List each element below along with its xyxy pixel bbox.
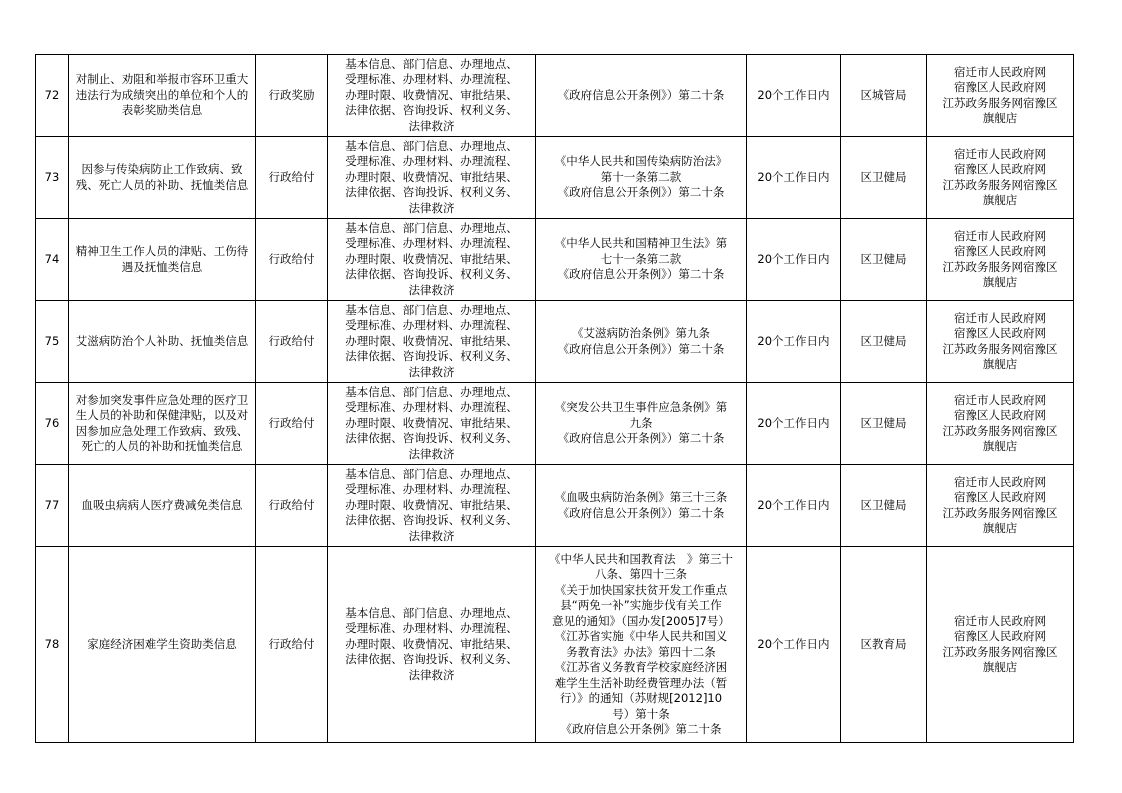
item-name: 因参与传染病防止工作致病、致残、死亡人员的补助、抚恤类信息 [69, 137, 256, 219]
channel-line: 宿豫区人民政府网 [954, 326, 1046, 340]
channel-line: 江苏政务服务网宿豫区 [942, 505, 1058, 520]
channel-line: 旗舰店 [982, 521, 1018, 535]
content-line: 基本信息、部门信息、办理地点、 [345, 605, 518, 620]
item-name: 对参加突发事件应急处理的医疗卫生人员的补助和保健津贴，以及对因参加应急处理工作致病、致残、死亡的人员的补助和抚恤类信息 [69, 383, 256, 465]
content-line: 法律救济 [408, 446, 455, 461]
basis-line: 第十一条第二款 [600, 169, 682, 184]
basis-line: 《江苏省实施《中华人民共和国义 [554, 629, 728, 643]
time-limit: 20个工作日内 [747, 137, 841, 219]
time-limit: 20个工作日内 [747, 547, 841, 743]
disclosure-content [328, 137, 536, 219]
channel-line: 江苏政务服务网宿豫区 [942, 341, 1058, 356]
channel-line: 宿迁市人民政府网 [954, 613, 1046, 628]
category: 行政给付 [256, 137, 328, 219]
row-number: 77 [36, 465, 69, 547]
channel-line: 宿豫区人民政府网 [954, 629, 1046, 643]
channel-line: 旗舰店 [982, 357, 1018, 371]
time-limit: 20个工作日内 [747, 219, 841, 301]
basis-line: 难学生生活补助经费管理办法（暂 [554, 675, 728, 690]
content-line: 法律救济 [408, 667, 455, 682]
row-number: 74 [36, 219, 69, 301]
basis-line: 八条、第四十三条 [595, 567, 687, 581]
item-name: 艾滋病防治个人补助、抚恤类信息 [69, 301, 256, 383]
content-line: 受理标准、办理材料、办理流程、 [345, 154, 518, 169]
content-line: 法律依据、咨询投诉、权利义务、 [345, 349, 518, 364]
item-name: 家庭经济困难学生资助类信息 [69, 547, 256, 743]
basis-line: 《血吸虫病防治条例》第三十三条 [554, 490, 728, 504]
row-number: 75 [36, 301, 69, 383]
channel-line: 宿豫区人民政府网 [954, 244, 1046, 258]
content-line: 办理时限、收费情况、审批结果、 [345, 333, 518, 348]
disclosure-content [328, 383, 536, 465]
category: 行政奖励 [256, 55, 328, 137]
channel [927, 383, 1074, 465]
channel-line: 旗舰店 [982, 275, 1018, 289]
table-row [36, 465, 1074, 547]
department: 区卫健局 [841, 383, 927, 465]
row-number: 73 [36, 137, 69, 219]
channel-line: 旗舰店 [982, 193, 1018, 207]
item-name: 血吸虫病病人医疗费减免类信息 [69, 465, 256, 547]
content-line: 办理时限、收费情况、审批结果、 [345, 497, 518, 512]
content-line: 办理时限、收费情况、审批结果、 [345, 169, 518, 184]
content-line: 法律依据、咨询投诉、权利义务、 [345, 431, 518, 446]
category: 行政给付 [256, 219, 328, 301]
basis-line: 《艾滋病防治条例》第九条 [572, 326, 710, 340]
table-row [36, 383, 1074, 465]
content-line: 受理标准、办理材料、办理流程、 [345, 621, 518, 636]
row-number: 78 [36, 547, 69, 743]
content-line: 受理标准、办理材料、办理流程、 [345, 236, 518, 251]
disclosure-content [328, 219, 536, 301]
channel [927, 547, 1074, 743]
department: 区卫健局 [841, 465, 927, 547]
content-line: 基本信息、部门信息、办理地点、 [345, 56, 518, 71]
department: 区教育局 [841, 547, 927, 743]
table-row [36, 219, 1074, 301]
channel [927, 137, 1074, 219]
channel-line: 江苏政务服务网宿豫区 [942, 259, 1058, 274]
legal-basis [536, 301, 747, 383]
content-line: 法律救济 [408, 282, 455, 297]
basis-line: 《江苏省义务教育学校家庭经济困 [554, 660, 728, 674]
time-limit: 20个工作日内 [747, 465, 841, 547]
channel-line: 旗舰店 [982, 111, 1018, 125]
basis-line: 九条 [629, 415, 653, 430]
channel-line: 江苏政务服务网宿豫区 [942, 177, 1058, 192]
content-line: 受理标准、办理材料、办理流程、 [345, 482, 518, 497]
disclosure-table [35, 54, 1074, 743]
content-line: 办理时限、收费情况、审批结果、 [345, 251, 518, 266]
time-limit: 20个工作日内 [747, 301, 841, 383]
legal-basis [536, 137, 747, 219]
channel-line: 江苏政务服务网宿豫区 [942, 644, 1058, 659]
content-line: 法律依据、咨询投诉、权利义务、 [345, 513, 518, 528]
content-line: 法律依据、咨询投诉、权利义务、 [345, 103, 518, 118]
basis-line: 号）第十条 [612, 706, 670, 721]
department: 区卫健局 [841, 137, 927, 219]
disclosure-content [328, 465, 536, 547]
content-line: 办理时限、收费情况、审批结果、 [345, 87, 518, 102]
table-row [36, 301, 1074, 383]
content-line: 法律依据、咨询投诉、权利义务、 [345, 185, 518, 200]
disclosure-content [328, 547, 536, 743]
channel [927, 219, 1074, 301]
basis-line: 县“两免一补”实施步伐有关工作 [560, 598, 722, 612]
content-line: 基本信息、部门信息、办理地点、 [345, 220, 518, 235]
channel-line: 宿迁市人民政府网 [954, 146, 1046, 161]
basis-line: 行）》的通知（苏财规[2012]10 [559, 691, 723, 705]
department: 区卫健局 [841, 301, 927, 383]
row-number: 72 [36, 55, 69, 137]
basis-line: 《政府信息公开条例》）第二十条 [557, 87, 725, 102]
table-row [36, 55, 1074, 137]
basis-line: 《政府信息公开条例》）第二十条 [557, 185, 725, 200]
channel-line: 宿豫区人民政府网 [954, 408, 1046, 422]
basis-line: 《中华人民共和国教育法 》第三十 [549, 551, 733, 566]
legal-basis [536, 547, 747, 743]
legal-basis [536, 55, 747, 137]
channel-line: 江苏政务服务网宿豫区 [942, 95, 1058, 110]
content-line: 受理标准、办理材料、办理流程、 [345, 318, 518, 333]
content-line: 法律救济 [408, 364, 455, 379]
channel-line: 宿豫区人民政府网 [954, 80, 1046, 94]
basis-line: 《关于加快国家扶贫开发工作重点 [554, 582, 728, 597]
channel [927, 301, 1074, 383]
channel-line: 宿迁市人民政府网 [954, 392, 1046, 407]
content-line: 法律依据、咨询投诉、权利义务、 [345, 267, 518, 282]
channel-line: 宿豫区人民政府网 [954, 490, 1046, 504]
content-line: 法律救济 [408, 200, 455, 215]
table-row [36, 547, 1074, 743]
row-number: 76 [36, 383, 69, 465]
basis-line: 《政府信息公开条例》）第二十条 [557, 505, 725, 520]
channel-line: 江苏政务服务网宿豫区 [942, 423, 1058, 438]
basis-line: 意见的通知》（国办发[2005]7号） [552, 613, 730, 628]
basis-line: 《政府信息公开条例》）第二十条 [557, 341, 725, 356]
channel-line: 宿豫区人民政府网 [954, 162, 1046, 176]
channel [927, 465, 1074, 547]
disclosure-content [328, 301, 536, 383]
channel-line: 宿迁市人民政府网 [954, 310, 1046, 325]
content-line: 法律依据、咨询投诉、权利义务、 [345, 652, 518, 667]
disclosure-content [328, 55, 536, 137]
legal-basis [536, 383, 747, 465]
content-line: 办理时限、收费情况、审批结果、 [345, 636, 518, 651]
content-line: 受理标准、办理材料、办理流程、 [345, 400, 518, 415]
category: 行政给付 [256, 301, 328, 383]
channel-line: 旗舰店 [982, 439, 1018, 453]
basis-line: 《政府信息公开条例》）第二十条 [557, 267, 725, 282]
basis-line: 务教育法》办法》第四十二条 [566, 644, 716, 659]
item-name: 对制止、劝阻和举报市容环卫重大违法行为成绩突出的单位和个人的表彰奖励类信息 [69, 55, 256, 137]
table-body [36, 55, 1074, 743]
content-line: 法律救济 [408, 528, 455, 543]
basis-line: 《政府信息公开条例》）第二十条 [557, 431, 725, 446]
basis-line: 七十一条第二款 [600, 251, 682, 266]
content-line: 基本信息、部门信息、办理地点、 [345, 466, 518, 481]
content-line: 基本信息、部门信息、办理地点、 [345, 138, 518, 153]
channel [927, 55, 1074, 137]
basis-line: 《中华人民共和国传染病防治法》 [554, 154, 728, 169]
content-line: 法律救济 [408, 118, 455, 133]
channel-line: 宿迁市人民政府网 [954, 474, 1046, 489]
content-line: 办理时限、收费情况、审批结果、 [345, 415, 518, 430]
legal-basis [536, 219, 747, 301]
time-limit: 20个工作日内 [747, 383, 841, 465]
item-name: 精神卫生工作人员的津贴、工伤待遇及抚恤类信息 [69, 219, 256, 301]
content-line: 基本信息、部门信息、办理地点、 [345, 384, 518, 399]
content-line: 基本信息、部门信息、办理地点、 [345, 302, 518, 317]
basis-line: 《政府信息公开条例》第二十条 [560, 722, 722, 736]
legal-basis [536, 465, 747, 547]
channel-line: 宿迁市人民政府网 [954, 64, 1046, 79]
basis-line: 《中华人民共和国精神卫生法》第 [554, 236, 728, 251]
time-limit: 20个工作日内 [747, 55, 841, 137]
channel-line: 宿迁市人民政府网 [954, 228, 1046, 243]
basis-line: 《突发公共卫生事件应急条例》第 [554, 400, 728, 415]
department: 区卫健局 [841, 219, 927, 301]
department: 区城管局 [841, 55, 927, 137]
content-line: 受理标准、办理材料、办理流程、 [345, 72, 518, 87]
table-row [36, 137, 1074, 219]
category: 行政给付 [256, 383, 328, 465]
category: 行政给付 [256, 465, 328, 547]
category: 行政给付 [256, 547, 328, 743]
channel-line: 旗舰店 [982, 660, 1018, 674]
